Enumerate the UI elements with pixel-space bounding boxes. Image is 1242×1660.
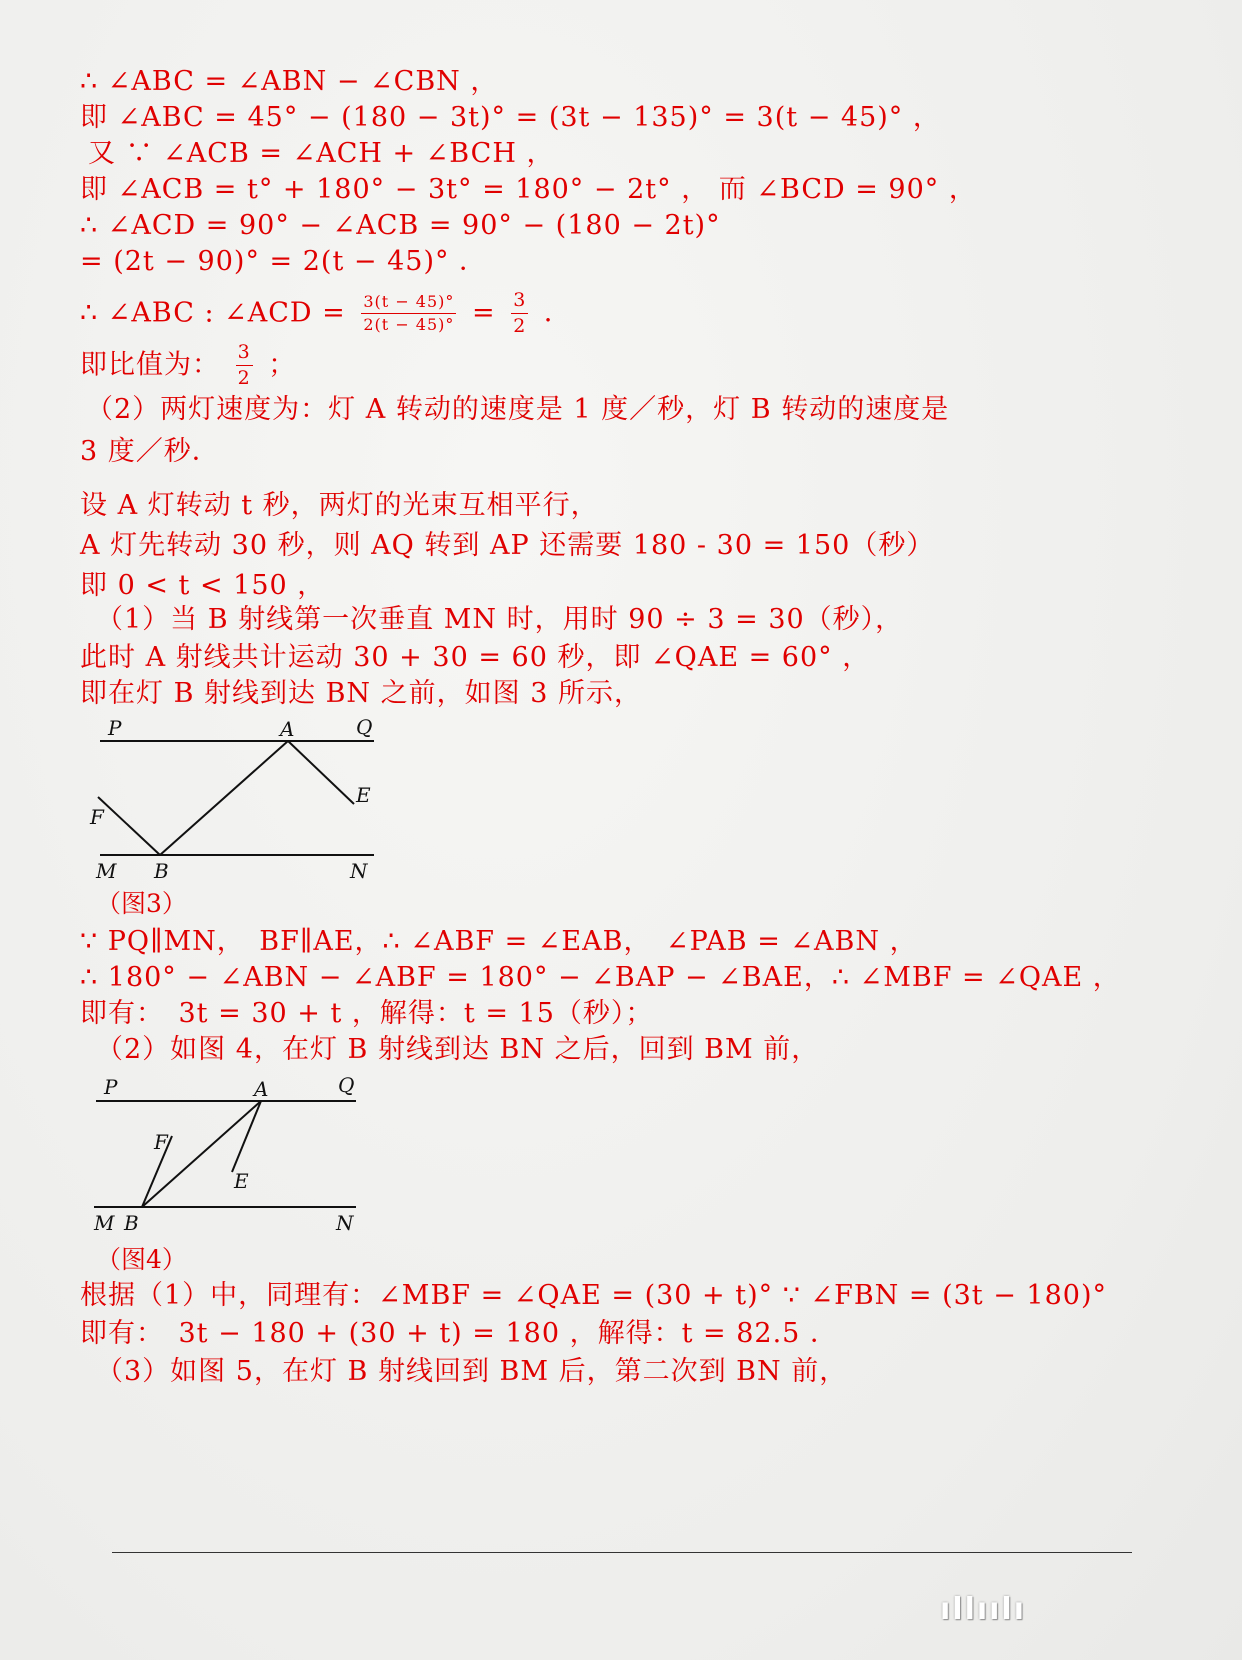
fig3-label-a: A [280, 717, 295, 741]
solution-line-3: 又 ∵ ∠ACB = ∠ACH + ∠BCH ， [88, 138, 555, 169]
watermark: ıllıılı [940, 1592, 1026, 1627]
fig3-label-f: F [90, 805, 104, 829]
solution-line-4: 即 ∠ACB = t° + 180° − 3t° = 180° − 2t° ， 而 ∠BCD = 90° ， [80, 174, 977, 205]
fig3-label-p: P [108, 716, 122, 740]
ratio-fraction-denominator: 2(t − 45)° [363, 314, 455, 334]
figure-3 [90, 712, 390, 882]
ratio-line [80, 290, 572, 338]
figure-3-caption: （图3） [96, 889, 187, 918]
fig4-label-e: E [234, 1169, 249, 1193]
fig3-label-n: N [350, 859, 368, 883]
fig3-label-b: B [154, 859, 169, 883]
ratio-prefix: ∴ ∠ABC : ∠ACD = [80, 297, 346, 329]
solution-line-18: （2）如图 4，在灯 B 射线到达 BN 之后，回到 BM 前， [96, 1034, 820, 1065]
fig4-label-q: Q [338, 1073, 355, 1097]
ratio-result-numerator: 3 [511, 290, 528, 314]
ratio-result-denominator: 2 [513, 314, 527, 337]
solution-line-19: 根据（1）中，同理有：∠MBF = ∠QAE = (30 + t)° ∵ ∠FBN = (3t − 180)° [80, 1280, 1107, 1311]
solution-line-6: = (2t − 90)° = 2(t − 45)° ． [80, 246, 488, 277]
ratio-value-suffix: ； [268, 349, 297, 381]
ratio-value-fraction [236, 342, 253, 390]
fig4-label-b: B [124, 1211, 139, 1235]
solution-line-9: 设 A 灯转动 t 秒，两灯的光束互相平行， [80, 490, 599, 521]
solution-line-2: 即 ∠ABC = 45° − (180 − 3t)° = (3t − 135)° = 3(t − 45)° ， [80, 102, 941, 133]
fig4-label-a: A [254, 1077, 269, 1101]
fig3-ray-ae [288, 741, 354, 804]
ratio-value-prefix: 即比值为： [80, 349, 220, 381]
solution-line-17: 即有： 3t = 30 + t ，解得：t = 15（秒）； [80, 998, 654, 1029]
fig4-label-n: N [336, 1211, 354, 1235]
solution-line-20: 即有： 3t − 180 + (30 + t) = 180 ，解得：t = 82.5 ． [80, 1318, 838, 1349]
solution-line-10: A 灯先转动 30 秒，则 AQ 转到 AP 还需要 180 - 30 = 150（秒） [80, 530, 935, 561]
ratio-value-denominator: 2 [237, 366, 251, 389]
figure-4-caption: （图4） [96, 1245, 187, 1274]
fig3-segment-ab [160, 741, 288, 855]
ratio-value-numerator: 3 [236, 342, 253, 366]
solution-line-15: ∵ PQ∥MN， BF∥AE，∴ ∠ABF = ∠EAB， ∠PAB = ∠ABN ， [80, 926, 918, 957]
fig3-label-m: M [96, 859, 117, 883]
fig3-label-q: Q [356, 715, 373, 739]
solution-line-5: ∴ ∠ACD = 90° − ∠ACB = 90° − (180 − 2t)° [80, 210, 721, 241]
ratio-value-line [80, 342, 296, 390]
ratio-equals: = [472, 297, 496, 329]
fig3-label-e: E [356, 783, 371, 807]
solution-line-12: （1）当 B 射线第一次垂直 MN 时，用时 90 ÷ 3 = 30（秒）， [96, 604, 904, 635]
bottom-divider [112, 1552, 1132, 1553]
ratio-fraction [361, 293, 456, 334]
ratio-result-fraction [511, 290, 528, 338]
fig4-label-f: F [154, 1130, 168, 1154]
fig3-ray-bf [98, 797, 160, 855]
fig4-ray-ae [232, 1101, 261, 1172]
solution-line-21: （3）如图 5，在灯 B 射线回到 BM 后，第二次到 BN 前， [96, 1356, 848, 1387]
fig4-label-m: M [94, 1211, 115, 1235]
solution-line-13: 此时 A 射线共计运动 30 + 30 = 60 秒，即 ∠QAE = 60° ， [80, 642, 871, 673]
solution-line-11: 即 0 < t < 150 ， [80, 570, 326, 601]
figure-4 [88, 1068, 368, 1238]
ratio-fraction-numerator: 3(t − 45)° [361, 293, 456, 313]
solution-line-16: ∴ 180° − ∠ABN − ∠ABF = 180° − ∠BAP − ∠BAE，∴ ∠MBF = ∠QAE ， [80, 962, 1121, 993]
solution-line-1: ∴ ∠ABC = ∠ABN − ∠CBN ， [80, 66, 499, 97]
fig4-label-p: P [104, 1075, 118, 1099]
solution-line-14: 即在灯 B 射线到达 BN 之前，如图 3 所示， [80, 678, 642, 709]
ratio-suffix: ． [543, 297, 572, 329]
solution-line-7: （2）两灯速度为：灯 A 转动的速度是 1 度／秒，灯 B 转动的速度是 [86, 394, 950, 425]
solution-line-8: 3 度／秒． [80, 436, 220, 467]
